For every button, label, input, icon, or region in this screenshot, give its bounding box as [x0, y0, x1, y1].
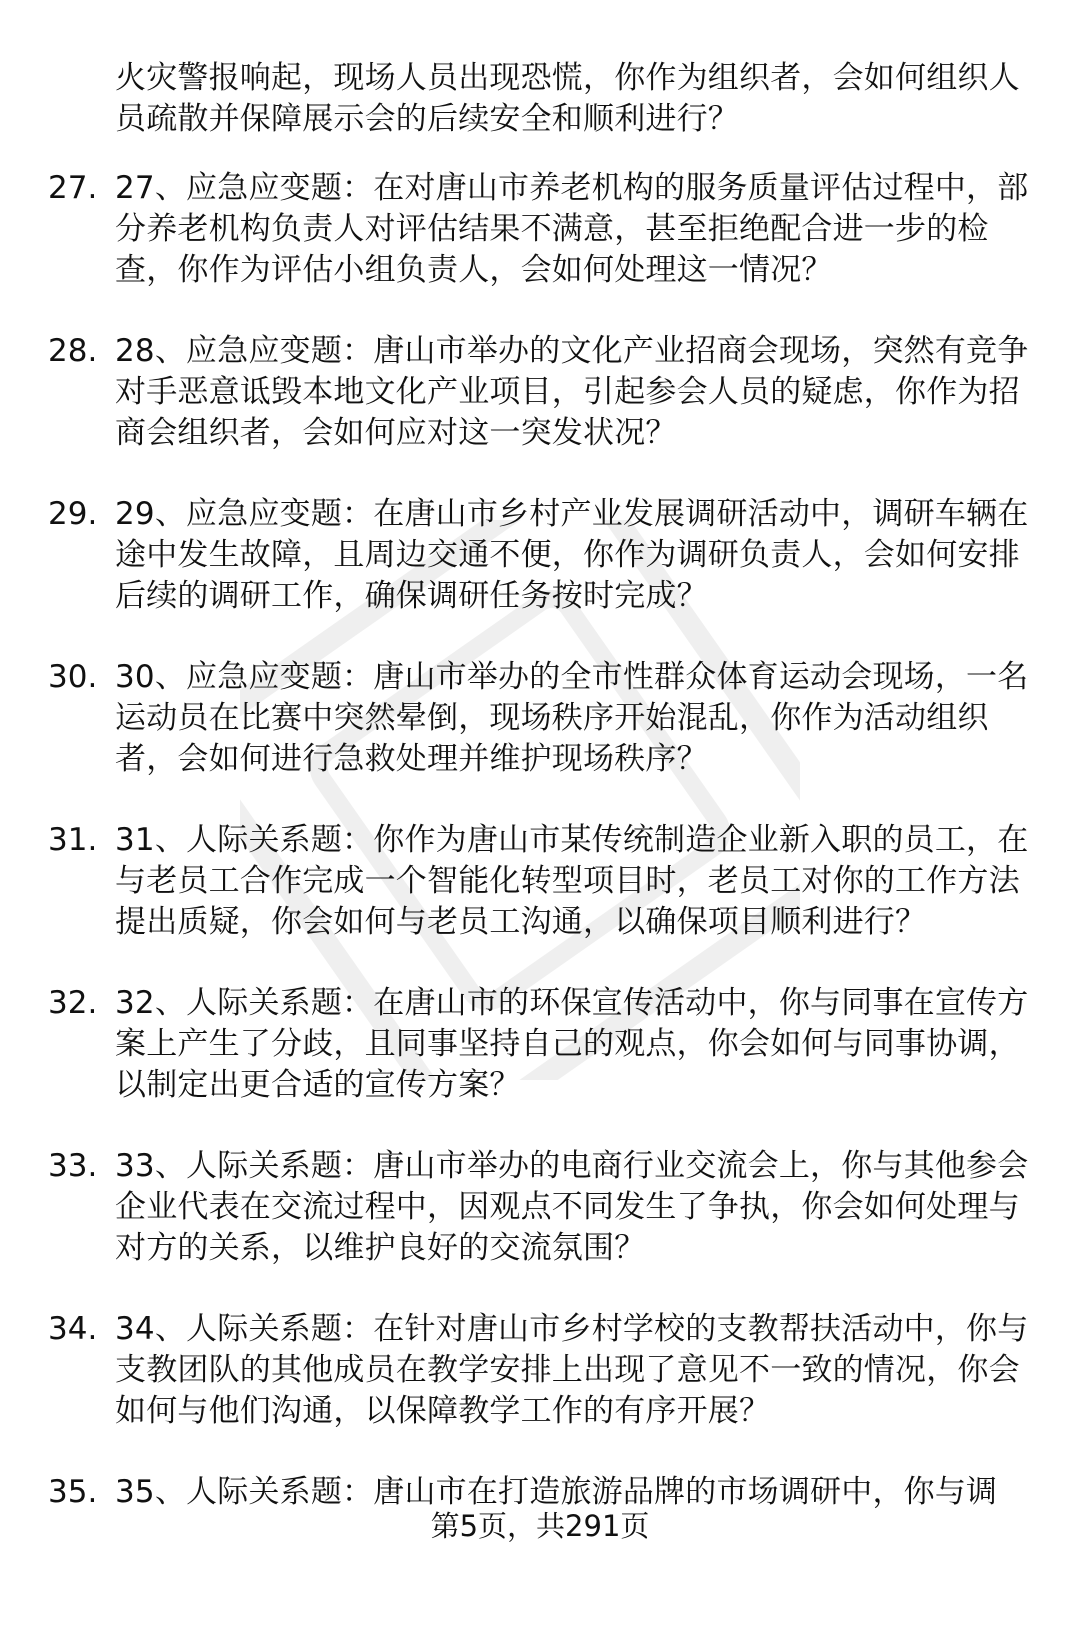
question-number: 27.: [48, 170, 98, 206]
question-text: 29、应急应变题：在唐山市乡村产业发展调研活动中，调研车辆在途中发生故障，且周边交通不便，你作为调研负责人，会如何安排后续的调研工作，确保调研任务按时完成？: [115, 496, 1029, 614]
question-text: 30、应急应变题：唐山市举办的全市性群众体育运动会现场，一名运动员在比赛中突然晕倒，现场秩序开始混乱，你作为活动组织者，会如何进行急救处理并维护现场秩序？: [115, 659, 1029, 777]
question-number: 29.: [48, 496, 98, 532]
question-item: [0, 820, 1080, 983]
question-item: [0, 1309, 1080, 1472]
question-text: 27、应急应变题：在对唐山市养老机构的服务质量评估过程中，部分养老机构负责人对评估结果不满意，甚至拒绝配合进一步的检查，你作为评估小组负责人，会如何处理这一情况？: [115, 170, 1029, 288]
question-item: [0, 983, 1080, 1146]
question-number: 35.: [48, 1474, 98, 1510]
question-number: 32.: [48, 985, 98, 1021]
question-text: 32、人际关系题：在唐山市的环保宣传活动中，你与同事在宣传方案上产生了分歧，且同事坚持自己的观点，你会如何与同事协调，以制定出更合适的宣传方案？: [115, 985, 1029, 1103]
question-item: [0, 657, 1080, 820]
question-number: 28.: [48, 333, 98, 369]
question-item: [0, 494, 1080, 657]
question-text: 28、应急应变题：唐山市举办的文化产业招商会现场，突然有竞争对手恶意诋毁本地文化产业项目，引起参会人员的疑虑，你作为招商会组织者，会如何应对这一突发状况？: [115, 333, 1029, 451]
question-list: [0, 168, 1080, 1635]
question-text: 35、人际关系题：唐山市在打造旅游品牌的市场调研中，你与调: [115, 1474, 998, 1510]
continued-paragraph: 火灾警报响起，现场人员出现恐慌，你作为组织者，会如何组织人员疏散并保障展示会的后续安全和顺利进行？: [115, 60, 1020, 137]
question-number: 33.: [48, 1148, 98, 1184]
question-text: 34、人际关系题：在针对唐山市乡村学校的支教帮扶活动中，你与支教团队的其他成员在教学安排上出现了意见不一致的情况，你会如何与他们沟通，以保障教学工作的有序开展？: [115, 1311, 1029, 1429]
question-item: [0, 168, 1080, 331]
question-item: [0, 1472, 1080, 1635]
question-item: [0, 1146, 1080, 1309]
page-footer: 第5页，共291页: [430, 1509, 650, 1543]
question-number: 34.: [48, 1311, 98, 1347]
question-text: 33、人际关系题：唐山市举办的电商行业交流会上，你与其他参会企业代表在交流过程中，因观点不同发生了争执，你会如何处理与对方的关系，以维护良好的交流氛围？: [115, 1148, 1029, 1266]
question-number: 31.: [48, 822, 98, 858]
question-item: [0, 331, 1080, 494]
question-number: 30.: [48, 659, 98, 695]
question-text: 31、人际关系题：你作为唐山市某传统制造企业新入职的员工，在与老员工合作完成一个智能化转型项目时，老员工对你的工作方法提出质疑，你会如何与老员工沟通，以确保项目顺利进行？: [115, 822, 1029, 940]
